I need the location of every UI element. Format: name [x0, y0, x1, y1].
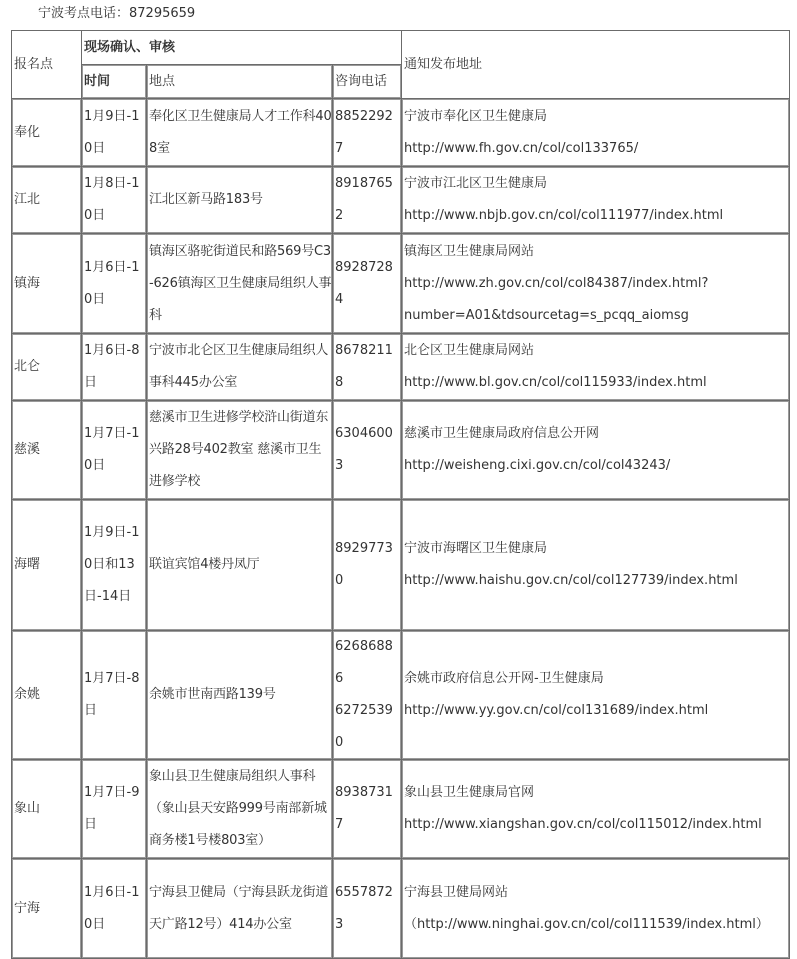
notice-cell	[402, 234, 790, 334]
phone-number: 62686886	[335, 639, 393, 686]
location-cell: 奉化区卫生健康局人才工作科408室	[147, 99, 333, 167]
notice-name: 宁波市奉化区卫生健康局	[404, 108, 548, 124]
phone-cell: 86782118	[333, 334, 402, 401]
location-cell: 镇海区骆驼街道民和路569号C3-626镇海区卫生健康局组织人事科	[147, 234, 333, 334]
notice-url[interactable]: http://www.bl.gov.cn/col/col115933/index.html	[404, 375, 707, 390]
notice-cell	[402, 760, 790, 859]
header-notice: 通知发布地址	[402, 31, 790, 99]
table-row	[12, 234, 790, 334]
site-cell: 慈溪	[12, 401, 82, 500]
site-cell: 江北	[12, 167, 82, 234]
contact-phone-line: 宁波考点电话：87295659	[38, 6, 196, 21]
time-cell: 1月8日-10日	[82, 167, 147, 234]
header-phone: 咨询电话	[333, 65, 402, 99]
table-row	[12, 760, 790, 859]
phone-cell: 89297730	[333, 500, 402, 631]
table-row	[12, 167, 790, 234]
phone-cell	[333, 631, 402, 760]
time-cell: 1月6日-8日	[82, 334, 147, 401]
notice-url[interactable]: （http://www.ninghai.gov.cn/col/col111539/index.html）	[404, 916, 769, 932]
registration-sites-table	[11, 30, 790, 959]
notice-url[interactable]: http://www.zh.gov.cn/col/col84387/index.html?	[404, 275, 709, 291]
phone-cell: 65578723	[333, 859, 402, 959]
site-cell: 海曙	[12, 500, 82, 631]
header-site: 报名点	[12, 31, 82, 99]
location-cell: 慈溪市卫生进修学校浒山街道东兴路28号402教室 慈溪市卫生进修学校	[147, 401, 333, 500]
notice-name: 宁海县卫健局网站	[404, 884, 509, 900]
notice-cell	[402, 99, 790, 167]
notice-name: 慈溪市卫生健康局政府信息公开网	[404, 426, 600, 441]
header-time: 时间	[82, 65, 147, 99]
time-cell: 1月6日-10日	[82, 234, 147, 334]
location-cell: 宁波市北仑区卫生健康局组织人事科445办公室	[147, 334, 333, 401]
phone-cell: 88522927	[333, 99, 402, 167]
table-row	[12, 401, 790, 500]
table-row	[12, 859, 790, 959]
site-cell: 镇海	[12, 234, 82, 334]
time-cell: 1月7日-8日	[82, 631, 147, 760]
site-cell: 象山	[12, 760, 82, 859]
phone-cell: 63046003	[333, 401, 402, 500]
notice-url[interactable]: http://www.yy.gov.cn/col/col131689/index.html	[404, 703, 709, 718]
notice-url[interactable]: http://www.xiangshan.gov.cn/col/col115012/index.html	[404, 817, 762, 832]
notice-cell	[402, 859, 790, 959]
notice-name: 宁波市海曙区卫生健康局	[404, 541, 548, 556]
notice-cell	[402, 631, 790, 760]
location-cell: 宁海县卫健局（宁海县跃龙街道天广路12号）414办公室	[147, 859, 333, 959]
time-cell: 1月7日-9日	[82, 760, 147, 859]
time-cell: 1月7日-10日	[82, 401, 147, 500]
location-cell: 象山县卫生健康局组织人事科（象山县天安路999号南部新城商务楼1号楼803室）	[147, 760, 333, 859]
table-row	[12, 500, 790, 631]
notice-name: 象山县卫生健康局官网	[404, 785, 535, 800]
notice-url[interactable]: http://www.fh.gov.cn/col/col133765/	[404, 140, 639, 156]
table-row	[12, 631, 790, 760]
site-cell: 宁海	[12, 859, 82, 959]
notice-url-continued[interactable]: number=A01&tdsourcetag=s_pcqq_aiomsg	[404, 307, 689, 323]
notice-name: 镇海区卫生健康局网站	[404, 243, 535, 259]
location-cell: 余姚市世南西路139号	[147, 631, 333, 760]
notice-url[interactable]: http://www.haishu.gov.cn/col/col127739/index.html	[404, 573, 738, 588]
phone-cell: 89287284	[333, 234, 402, 334]
phone-cell: 89187652	[333, 167, 402, 234]
header-location: 地点	[147, 65, 333, 99]
notice-name: 宁波市江北区卫生健康局	[404, 176, 548, 191]
header-group: 现场确认、审核	[82, 31, 402, 65]
phone-cell: 89387317	[333, 760, 402, 859]
time-cell: 1月9日-10日和13日-14日	[82, 500, 147, 631]
phone-number-second: 62725390	[335, 703, 393, 750]
notice-name: 余姚市政府信息公开网-卫生健康局	[404, 671, 604, 686]
notice-cell	[402, 334, 790, 401]
table-header-row	[12, 31, 790, 65]
table-row	[12, 99, 790, 167]
time-cell: 1月9日-10日	[82, 99, 147, 167]
location-cell: 联谊宾馆4楼丹凤厅	[147, 500, 333, 631]
time-cell: 1月6日-10日	[82, 859, 147, 959]
site-cell: 奉化	[12, 99, 82, 167]
notice-url[interactable]: http://weisheng.cixi.gov.cn/col/col43243/	[404, 458, 671, 473]
table-row	[12, 334, 790, 401]
notice-cell	[402, 500, 790, 631]
site-cell: 余姚	[12, 631, 82, 760]
site-cell: 北仑	[12, 334, 82, 401]
notice-cell	[402, 401, 790, 500]
notice-cell	[402, 167, 790, 234]
location-cell: 江北区新马路183号	[147, 167, 333, 234]
notice-name: 北仑区卫生健康局网站	[404, 343, 535, 358]
notice-url[interactable]: http://www.nbjb.gov.cn/col/col111977/index.html	[404, 208, 724, 223]
